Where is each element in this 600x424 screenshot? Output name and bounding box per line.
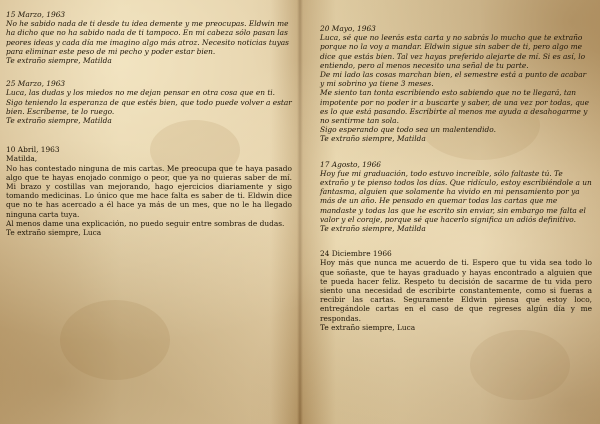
letter-entry bbox=[6, 10, 292, 65]
letter-date: 25 Marzo, 1963 bbox=[6, 79, 66, 89]
left-page bbox=[6, 10, 295, 418]
letter-date: 10 Abril, 1963 bbox=[6, 145, 60, 155]
letter-signature: Te extraño siempre, Matilda bbox=[6, 56, 112, 66]
letter-signature: Te extraño siempre, Matilda bbox=[320, 224, 426, 234]
letter-body: Luca, sé que no leerás esta carta y no sabrás lo mucho que te extraño porque no la voy a mandar. Eldwin sigue sin saber de ti, pero algo me dice que estás bien. Tal vez hayas preferido alejarte de mí. Si es así, lo entiendo, pero al menos necesito una señal de tu parte. De mi lado las cosas marchan bien, el semestre está a punto de acabar y mi sobrino ya tiene 3 meses. Me siento tan tonta escribiendo esto sabiendo que no te llegará, tan impotente por no poder ir a buscarte y saber, de una vez por todas, que es lo que está pasando. Escribirte al menos me ayuda a desahogarme y no sentirme tan sola. Sigo esperando que todo sea un malentendido. bbox=[320, 33, 589, 135]
letter-date: 17 Agosto, 1966 bbox=[320, 159, 381, 169]
letter-date: 24 Diciembre 1966 bbox=[320, 249, 392, 259]
letter-body: Luca, las dudas y los miedos no me dejan pensar en otra cosa que en ti. Sigo teniendo la esperanza de que estés bien, que todo puede volver a estar bien. Escríbeme, te lo ruego. bbox=[6, 88, 295, 116]
letter-entry bbox=[320, 24, 592, 144]
letter-signature: Te extraño siempre, Luca bbox=[6, 228, 102, 238]
letter-body: Matilda, No has contestado ninguna de mis cartas. Me preocupa que te haya pasado algo que te hayas enojado conmigo o peor, que ya no quieras saber de mí. Mi brazo y costillas van mejorando, hago ejercicios diariamente y sigo tomando medicinas. Lo único que me hace falta es saber de ti. Eldwin dice que no te has acercado a él hace ya más de un mes, que no le ha llegado ninguna carta tuya. Al menos dame una explicación, no puedo seguir entre sombras de dudas. bbox=[6, 154, 292, 228]
letter-body: No he sabido nada de ti desde tu idea demente y me preocupas. Eldwin me ha dicho que no ha sabido nada de ti tampoco. En mi cabeza sólo pasan las peores ideas y cada día me imagino algo más atroz. Necesito noticias tuyas para eliminar este peso de mi pecho y poder estar bien. bbox=[6, 19, 292, 56]
letter-entry bbox=[6, 145, 292, 237]
letter-signature: Te extraño siempre, Luca bbox=[320, 322, 416, 332]
right-page bbox=[320, 10, 595, 418]
letter-signature: Te extraño siempre, Matilda bbox=[320, 134, 426, 144]
letter-body: Hoy más que nunca me acuerdo de ti. Espero que tu vida sea todo lo que soñaste, que te hayas graduado y hayas encontrado a alguien que te pueda hacer feliz. Respeto tu decisión de sacarme de tu vida pero siento una necesidad de escribirte constantemente, como si fueras a recibir las cartas. Seguramente Eldwin piensa que estoy loco, entregándole cartas en el caso de que regreses algún día y me respondas. bbox=[320, 258, 595, 323]
letter-signature: Te extraño siempre, Matilda bbox=[6, 116, 112, 126]
letter-entry bbox=[320, 159, 595, 234]
letter-entry bbox=[320, 249, 595, 332]
letter-entry bbox=[6, 79, 295, 126]
letter-date: 20 Mayo, 1963 bbox=[320, 24, 376, 33]
letter-body: Hoy fue mi graduación, todo estuvo increíble, sólo faltaste tú. Te extraño y te pienso todos los días. Que ridículo, estoy escribiéndole a un fantasma, alguien que solamente ha vivido en mi pensamiento por ya más de un año. He pensado en quemar todas las cartas que me mandaste y todas las que he escrito sin enviar, sin embargo me falta el valor y el coraje, porque sé que hacerlo significa un adiós definitivo. bbox=[320, 168, 595, 224]
letter-date: 15 Marzo, 1963 bbox=[6, 10, 66, 19]
